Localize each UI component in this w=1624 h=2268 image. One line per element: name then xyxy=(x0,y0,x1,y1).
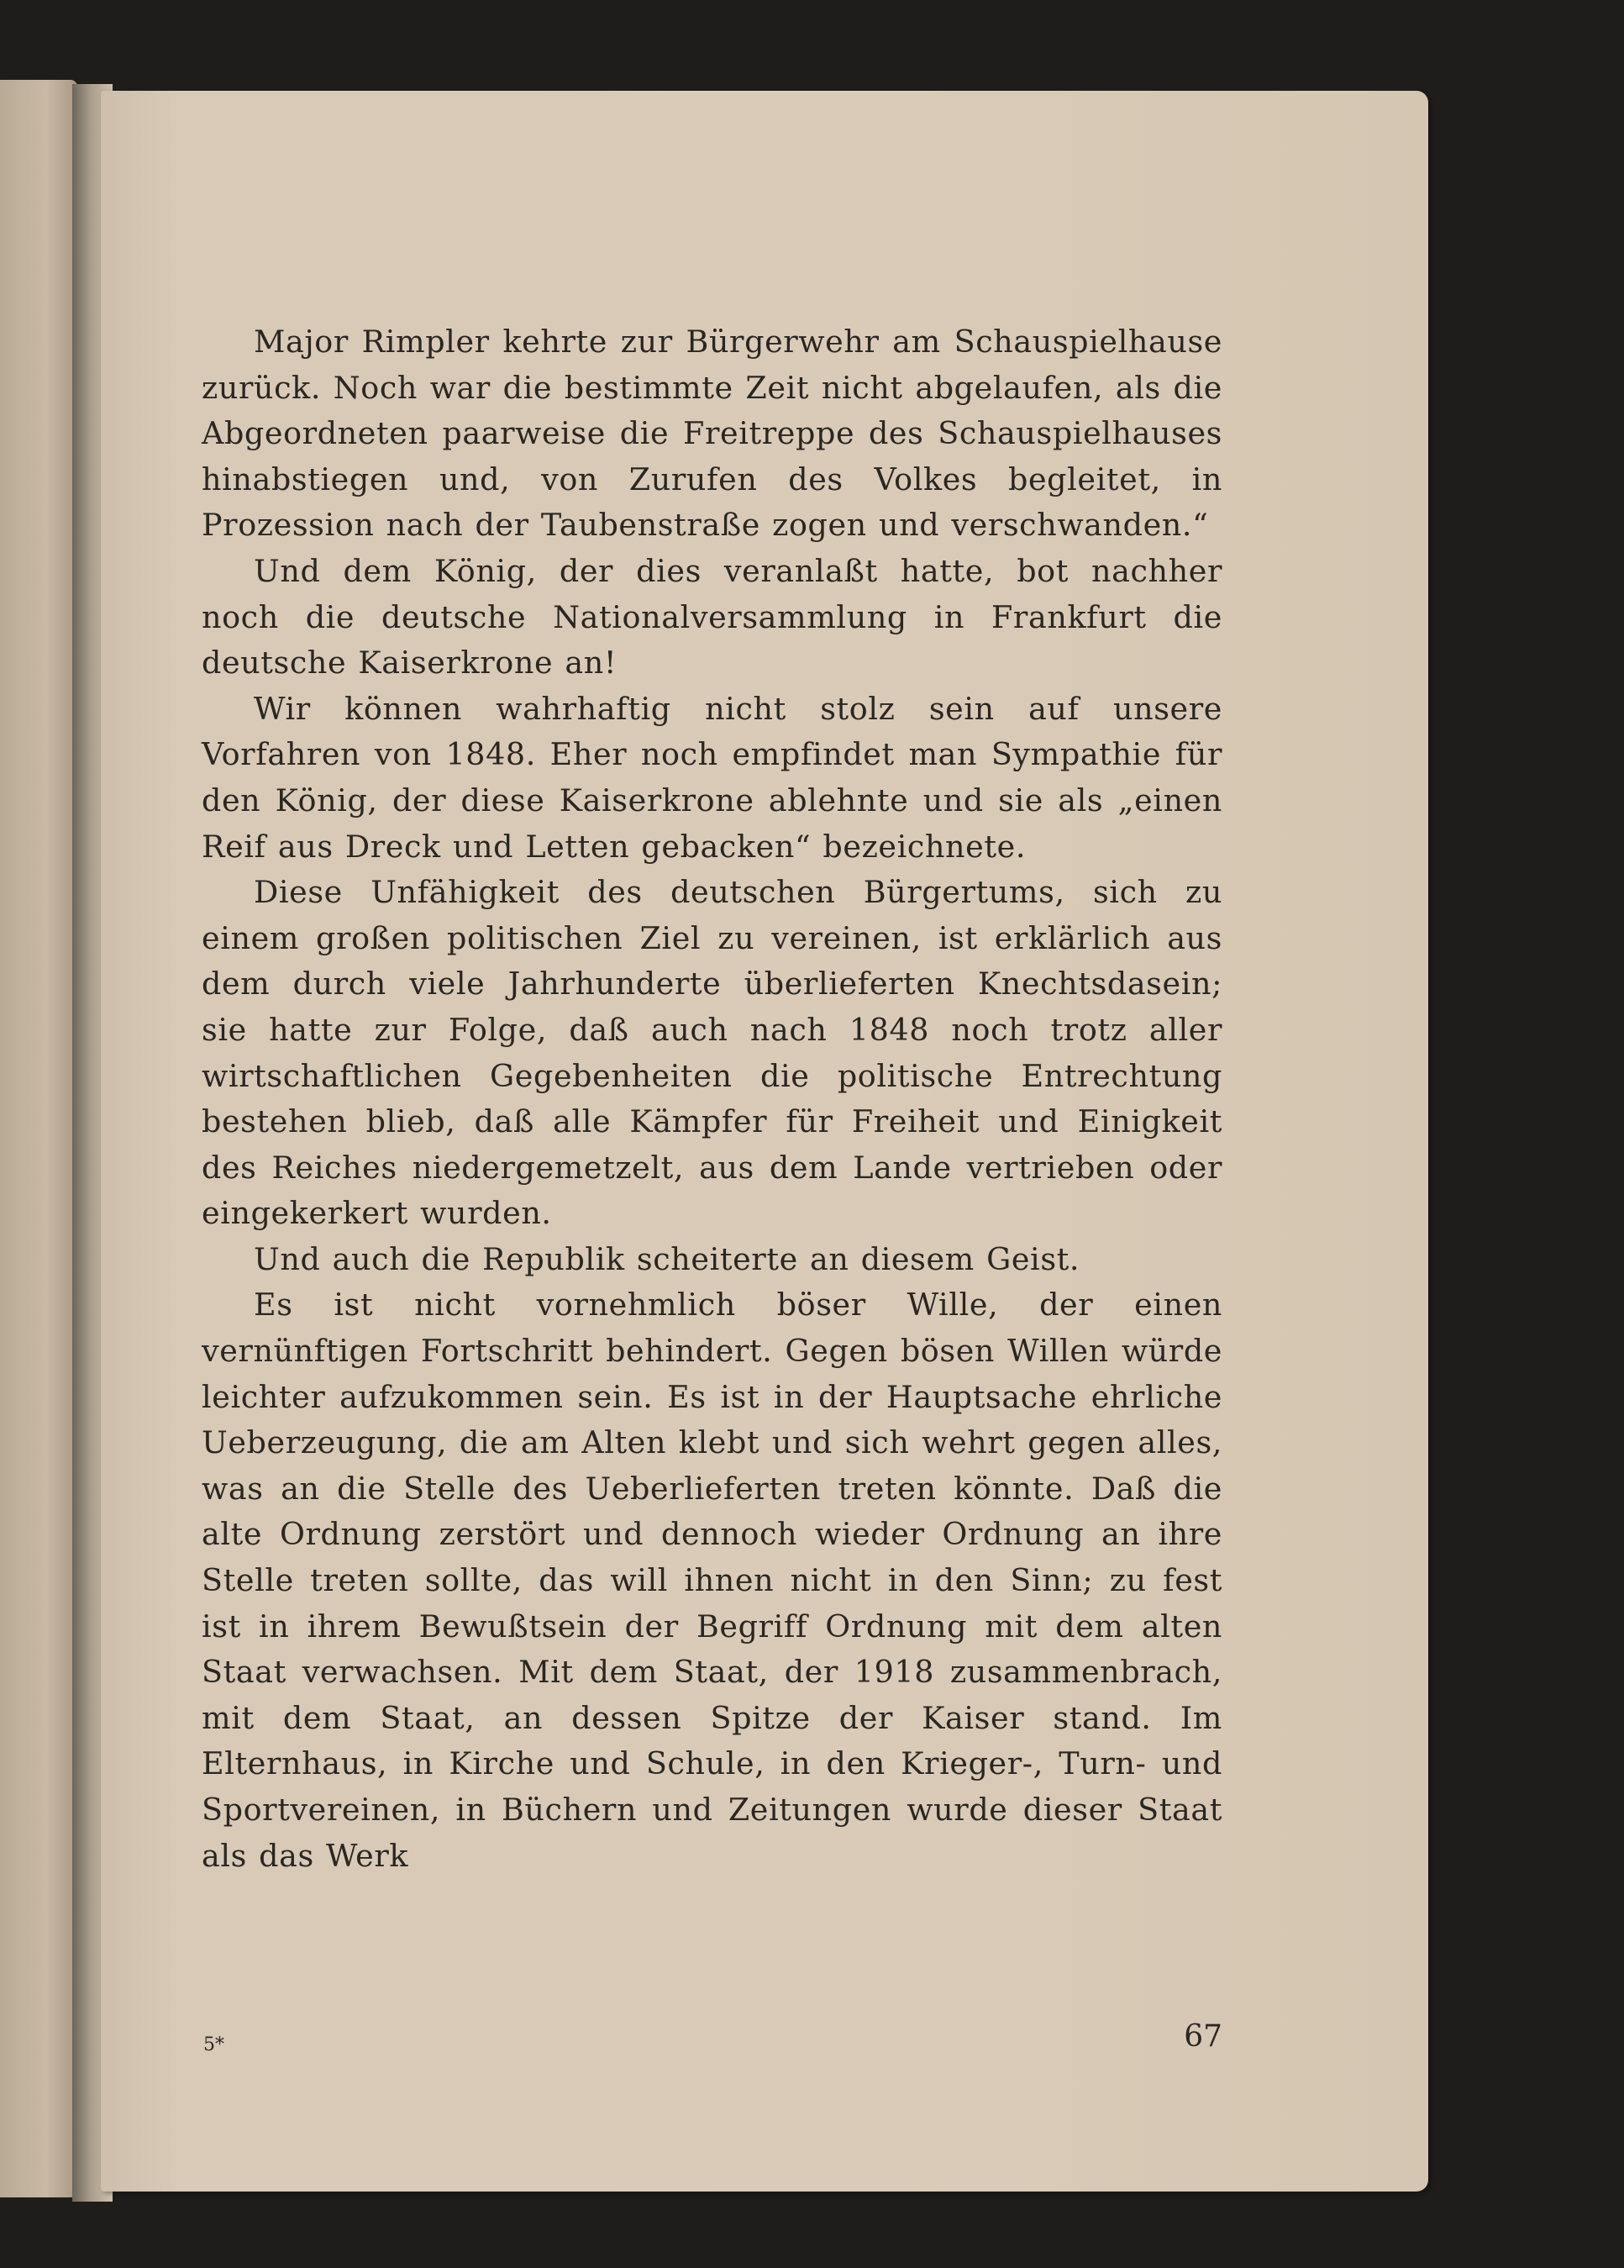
paragraph-2: Und dem König, der dies veranlaßt hatte, bot nachher noch die deutsche Nationalversammlung in Frankfurt die deutsche Kaiserkrone an! xyxy=(202,552,1222,681)
paragraph-4: Diese Unfähigkeit des deutschen Bürgertums, sich zu einem großen politischen Ziel zu vereinen, ist erklärlich aus dem durch viele Jahrhunderte überlieferten Knechtsdasein; sie hatte zur Folge, daß auch nach 1848 noch trotz aller wirtschaftlichen Gegebenheiten die politische Entrechtung bestehen blieb, daß alle Kämpfer für Freiheit und Einigkeit des Reiches niedergemetzelt, aus dem Lande vertrieben oder eingekerkert wurden. xyxy=(202,874,1222,1232)
body-text xyxy=(202,319,1222,1879)
signature-mark: 5* xyxy=(203,2034,224,2055)
paragraph-1: Major Rimpler kehrte zur Bürgerwehr am Schauspielhause zurück. Noch war die bestimmte Zeit nicht abgelaufen, als die Abgeordneten paarweise die Freitreppe des Schauspielhauses hinabstiegen und, von Zurufen des Volkes begleitet, in Prozession nach der Taubenstraße zogen und verschwanden.“ xyxy=(202,324,1222,544)
paragraph-5: Und auch die Republik scheiterte an diesem Geist. xyxy=(254,1240,1080,1277)
page-number: 67 xyxy=(1184,2019,1222,2054)
page-footer xyxy=(202,2019,1222,2070)
paragraph-6: Es ist nicht vornehmlich böser Wille, der einen vernünftigen Fortschritt behindert. Gegen bösen Willen würde leichter aufzukommen sein. Es ist in der Hauptsache ehrliche Ueberzeugung, die am Alten klebt und sich wehrt gegen alles, was an die Stelle des Ueberlieferten treten könnte. Daß die alte Ordnung zerstört und dennoch wieder Ordnung an ihre Stelle treten sollte, das will ihnen nicht in den Sinn; zu fest ist in ihrem Bewußtsein der Begriff Ordnung mit dem alten Staat verwachsen. Mit dem Staat, der 1918 zusammenbrach, mit dem Staat, an dessen Spitze der Kaiser stand. Im Elternhaus, in Kirche und Schule, in den Krieger-, Turn- und Sportvereinen, in Büchern und Zeitungen wurde dieser Staat als das Werk xyxy=(202,1287,1222,1874)
facing-page-edge xyxy=(0,80,77,2197)
book-page xyxy=(101,91,1428,2192)
paragraph-3: Wir können wahrhaftig nicht stolz sein auf unsere Vorfahren von 1848. Eher noch empfindet man Sympathie für den König, der diese Kaiserkrone ablehnte und sie als „einen Reif aus Dreck und Letten gebacken“ bezeichnete. xyxy=(202,690,1222,865)
